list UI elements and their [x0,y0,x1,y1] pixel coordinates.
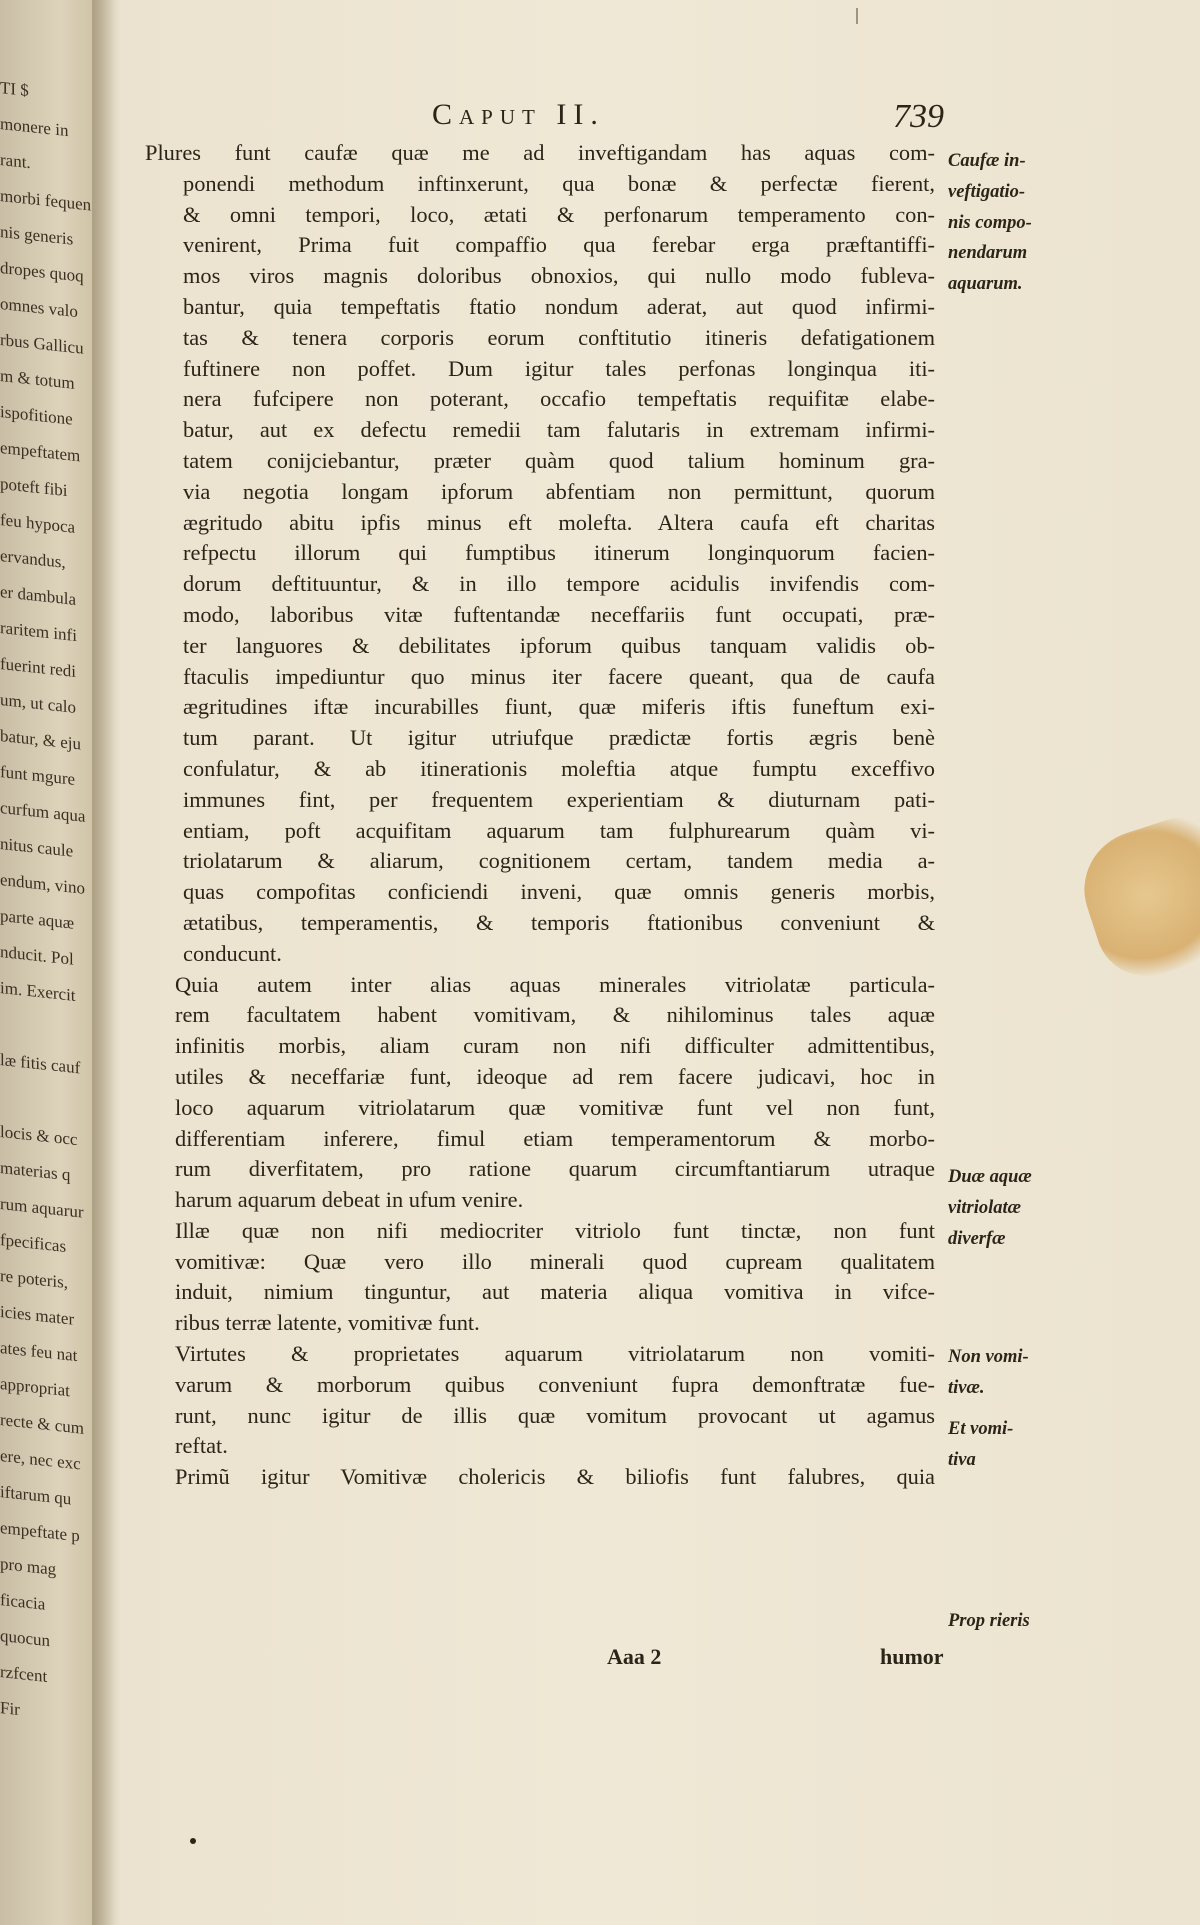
chapter-heading: Caput II. [432,98,605,131]
marginal-note-line: nis compo- [948,212,1032,233]
marginal-note-non-vomitivae [948,1342,1098,1404]
page-number: 739 [893,98,944,135]
text-line: rum diverfitatem, pro ratione quarum circumftantiarum utraque [175,1156,935,1182]
previous-page-fragment: ere, nec exc [0,1446,81,1474]
text-line: ægritudo abitu ipfis minus eft molefta. Altera caufa eft charitas [183,509,935,535]
previous-page-fragment: pro mag [0,1554,57,1579]
catchword: humor [880,1644,944,1669]
previous-page-fragment: funt mgure [0,762,76,789]
marginal-note-line: tiva [948,1449,976,1470]
text-line: entiam, poft acquifitam aquarum tam fulphurearum quàm vi- [183,817,935,843]
paragraph [145,970,935,1216]
text-line: differentiam inferere, fimul etiam temperamentorum & morbo- [175,1125,935,1151]
signature-mark: Aaa 2 [607,1644,662,1669]
text-line: reftat. [175,1433,228,1459]
previous-page-fragment: raritem infi [0,618,77,646]
text-line: rem facultatem habent vomitivam, & nihilominus tales aquæ [175,1002,935,1028]
text-line: & omni tempori, loco, ætati & perfonarum temperamento con- [183,201,935,227]
previous-page-fragment: ispofitione [0,402,73,429]
marginal-note-causae [948,146,1098,300]
previous-page-fragment: ates feu nat [0,1338,78,1366]
marginal-note-line: tivæ. [948,1377,985,1398]
previous-page-edge [0,70,100,1740]
previous-page-fragment: endum, vino [0,870,85,898]
text-line: varum & morborum quibus conveniunt fupra demonftratæ fue- [175,1371,935,1397]
text-line: batur, aut ex defectu remedii tam falutaris in extremam infirmi- [183,417,935,443]
previous-page-fragment: quocun [0,1626,51,1651]
previous-page-fragment: locis & occ [0,1122,78,1150]
text-line: refpectu illorum qui fumptibus itinerum longinquorum facien- [183,540,935,566]
marginal-note-line: Non vomi- [948,1347,1029,1367]
previous-page-fragment: ervandus, [0,546,66,572]
text-line: ftaculis impediuntur quo minus iter facere queant, qua de caufa [183,663,935,689]
marginal-note-line: vitriolatæ [948,1197,1021,1218]
previous-page-fragment: empeftate p [0,1518,80,1546]
text-line: Illæ quæ non nifi mediocriter vitriolo funt tinctæ, non funt [175,1217,935,1243]
previous-page-fragment: Fir [0,1698,20,1720]
text-line: bantur, quia tempeftatis ftatio nondum aderat, aut quod infirmi- [183,293,935,319]
marginal-note-line: aquarum. [948,274,1023,295]
previous-page-fragment: appropriat [0,1374,70,1401]
text-line: harum aquarum debeat in ufum venire. [175,1187,524,1213]
previous-page-fragment: omnes valo [0,294,78,322]
text-line: runt, nunc igitur de illis quæ vomitum provocant ut agamus [175,1402,935,1428]
text-line: mos viros magnis doloribus obnoxios, qui nullo modo fubleva- [183,263,935,289]
text-line: utiles & neceffariæ funt, ideoque ad rem facere judicavi, hoc in [175,1063,935,1089]
previous-page-fragment: fpecificas [0,1230,67,1256]
page-mark [856,8,858,24]
text-line: ter languores & debilitates ipforum quibus tanquam validis ob- [183,632,935,658]
previous-page-fragment: rant. [0,150,31,173]
marginal-note-line: diverfæ [948,1228,1006,1249]
running-header [0,98,1200,138]
paragraph [145,1462,935,1493]
previous-page-fragment: dropes quoq [0,258,84,286]
marginal-note-line: Prop rieris [948,1611,1030,1631]
paragraph [145,1216,935,1339]
text-line: infinitis morbis, aliam curam non nifi difficulter admittentibus, [175,1033,935,1059]
text-line: via negotia longam ipforum abfentiam non permittunt, quorum [183,478,935,504]
marginal-note-line: Duæ aquæ [948,1167,1032,1187]
text-line: loco aquarum vitriolatarum quæ vomitivæ funt vel non funt, [175,1094,935,1120]
previous-page-fragment: rzfcent [0,1662,48,1686]
previous-page-fragment: monere in [0,114,69,141]
marginal-note-line: veftigatio- [948,181,1026,202]
previous-page-fragment: nis generis [0,222,74,249]
text-line: tas & tenera corporis eorum conftitutio itineris defatigationem [183,324,935,350]
previous-page-fragment: im. Exercit [0,978,76,1005]
text-line: venirent, Prima fuit compaffio qua ferebar erga præftantiffi- [183,232,935,258]
paragraph [145,138,935,970]
text-line: ætatibus, temperamentis, & temporis ftationibus conveniunt & [183,909,935,935]
text-line: Plures funt caufæ quæ me ad inveftigandam has aquas com- [145,140,935,165]
text-line: Virtutes & proprietates aquarum vitriolatarum non vomiti- [175,1341,935,1367]
text-line: confulatur, & ab itinerationis moleftia atque fumptu exceffivo [183,755,935,781]
marginal-note-propterea [948,1606,1098,1637]
previous-page-fragment: poteft fibi [0,474,68,501]
previous-page-fragment: morbi fequen [0,186,92,215]
text-line: conducunt. [183,940,282,966]
previous-page-fragment: nducit. Pol [0,942,74,969]
text-line: induit, nimium tinguntur, aut materia aliqua vomitiva in vifce- [175,1279,935,1305]
text-line: dorum deftituuntur, & in illo tempore acidulis invifendis com- [183,571,935,597]
text-line: vomitivæ: Quæ vero illo minerali quod cupream qualitatem [175,1248,935,1274]
previous-page-fragment: empeftatem [0,438,81,466]
text-line: Primũ igitur Vomitivæ cholericis & biliofis funt falubres, quia [175,1464,935,1490]
text-line: tatem conijciebantur, præter quàm quod talium hominum gra- [183,447,935,473]
text-line: ribus terræ latente, vomitivæ funt. [175,1310,480,1336]
text-line: nera fufcipere non poterant, occafio tempeftatis requifitæ elabe- [183,386,935,412]
previous-page-fragment: recte & cum [0,1410,85,1438]
marginal-note-duae-aquae [948,1162,1098,1254]
previous-page-fragment: curfum aqua [0,798,86,826]
text-line: ægritudines iftæ incurabilles fiunt, quæ miferis iftis funeftum exi- [183,694,935,720]
text-line: fuftinere non poffet. Dum igitur tales perfonas longinqua iti- [183,355,935,381]
previous-page-fragment: batur, & eju [0,726,81,754]
previous-page-fragment: re poteris, [0,1266,68,1293]
previous-page-fragment: parte aquæ [0,906,75,933]
previous-page-fragment: iftarum qu [0,1482,72,1509]
ink-speck [190,1838,196,1844]
text-line: triolatarum & aliarum, cognitionem certam, tandem media a- [183,848,935,874]
previous-page-fragment: fuerint redi [0,654,76,681]
text-line: immunes fint, per frequentem experientiam & diuturnam pati- [183,786,935,812]
page-footer [0,1644,1200,1674]
previous-page-fragment: feu hypoca [0,510,76,537]
previous-page-fragment: um, ut calo [0,690,77,717]
main-text [145,138,935,1493]
text-line: Quia autem inter alias aquas minerales vitriolatæ particula- [175,971,935,997]
text-line: quas compofitas conficiendi inveni, quæ omnis generis morbis, [183,879,935,905]
marginal-note-line: Et vomi- [948,1419,1014,1439]
previous-page-fragment: rum aquarur [0,1194,84,1222]
previous-page-fragment: rbus Gallicu [0,330,84,358]
paragraph [145,1339,935,1462]
previous-page-fragment: icies mater [0,1302,75,1329]
previous-page-fragment: m & totum [0,366,75,393]
text-line: modo, laboribus vitæ fuftentandæ neceffariis funt occupati, præ- [183,601,935,627]
marginal-note-line: Caufæ in- [948,151,1026,171]
previous-page-fragment: ficacia [0,1590,46,1614]
previous-page-fragment: TI $ [0,78,29,101]
text-line: ponendi methodum inftinxerunt, qua bonæ & perfectæ fierent, [183,170,935,196]
previous-page-fragment: er dambula [0,582,76,609]
text-line: tum parant. Ut igitur utriufque prædictæ fortis ægris benè [183,725,935,751]
previous-page-fragment: læ fitis cauf [0,1050,81,1078]
marginal-note-et-vomitivae [948,1414,1098,1476]
previous-page-fragment: nitus caule [0,834,74,861]
marginal-note-line: nendarum [948,243,1028,264]
previous-page-fragment: materias q [0,1158,71,1185]
